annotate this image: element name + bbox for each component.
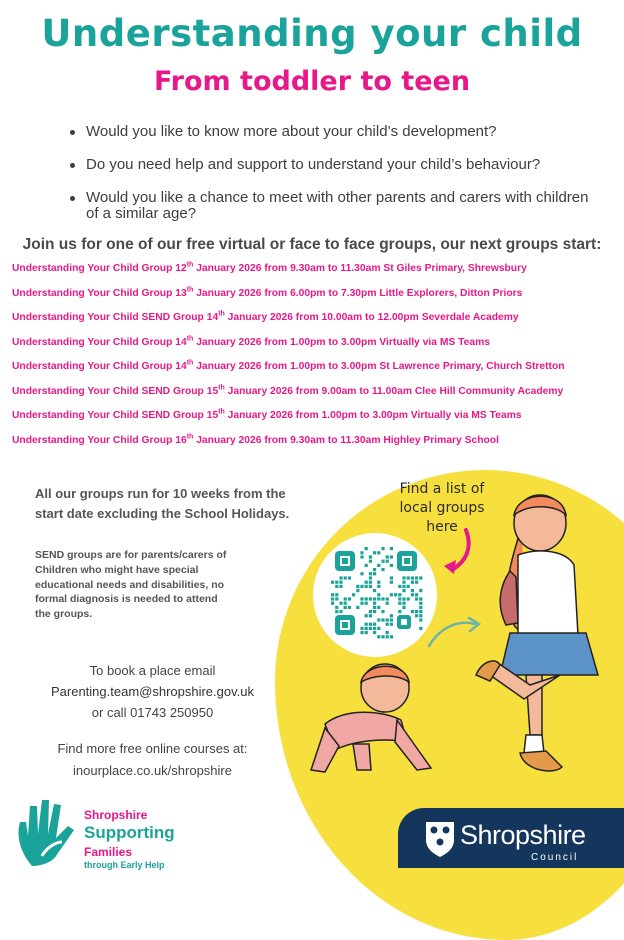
qr-code[interactable] [313, 533, 437, 657]
group-list [12, 262, 622, 458]
group-item [12, 311, 622, 336]
hand-logo-icon [12, 796, 82, 868]
logo-left-line2: Supporting [84, 823, 175, 842]
group-day-suffix: th [218, 408, 225, 416]
booking-phone: or call 01743 250950 [91, 705, 214, 720]
booking-email[interactable]: Parenting.team@shropshire.gov.uk [50, 684, 254, 699]
group-day: 14 [175, 336, 187, 348]
group-day: 16 [175, 434, 187, 446]
group-item [12, 385, 622, 410]
group-item [12, 434, 622, 459]
group-day-suffix: th [218, 384, 225, 392]
send-note: SEND groups are for parents/carers of Children who might have special educational needs and disabilities, no formal diagnosis is needed to attend the groups. [35, 549, 227, 621]
group-details: January 2026 from 10.00am to 12.00pm Severdale Academy [227, 312, 519, 323]
group-name: Understanding Your Child SEND Group [12, 410, 204, 421]
group-day: 12 [175, 263, 187, 274]
booking-intro: To book a place email [89, 663, 216, 678]
group-item [12, 262, 622, 287]
logo-left-line4: through Early Help [84, 860, 165, 870]
council-label: Council [531, 852, 579, 863]
group-name: Understanding Your Child SEND Group [12, 312, 204, 323]
qr-code-icon [313, 533, 437, 657]
toddler-illustration [305, 658, 445, 783]
council-shield-icon [424, 820, 456, 858]
question-item: Do you need help and support to understand your child’s behaviour? [70, 157, 590, 173]
question-item: Would you like a chance to meet with other parents and carers with children of a similar age? [70, 190, 590, 222]
group-details: January 2026 from 1.00pm to 3.00pm St Lawrence Primary, Church Stretton [196, 361, 565, 372]
booking-info [20, 660, 285, 723]
group-day: 14 [206, 312, 219, 323]
page-subtitle: From toddler to teen [153, 66, 471, 97]
group-details: January 2026 from 9.00am to 11.00am Clee Hill Community Academy [227, 385, 564, 397]
question-item: Would you like to know more about your child’s development? [70, 124, 590, 140]
teen-girl-illustration [470, 485, 624, 790]
logo-left-line3: Families [84, 845, 133, 859]
shropshire-council-logo [398, 808, 624, 868]
supporting-families-logo [12, 792, 212, 868]
group-name: Understanding Your Child Group [12, 361, 173, 372]
council-name: Shropshire [460, 820, 586, 850]
group-item [12, 409, 622, 434]
duration-note: All our groups run for 10 weeks from the start date excluding the School Holidays. [35, 486, 290, 521]
group-details: January 2026 from 9.30am to 11.30am St Giles Primary, Shrewsbury [196, 263, 527, 274]
courses-url[interactable]: inourplace.co.uk/shropshire [73, 763, 232, 778]
join-heading: Join us for one of our free virtual or face to face groups, our next groups start: [22, 236, 602, 253]
group-day: 15 [206, 410, 219, 421]
qr-caption: Find a list of local groups here [399, 481, 485, 535]
group-details: January 2026 from 9.30am to 11.30am Highley Primary School [196, 434, 499, 446]
group-day-suffix: th [186, 286, 194, 294]
page-title: Understanding your child [41, 12, 583, 55]
group-name: Understanding Your Child Group [12, 336, 173, 348]
courses-info [20, 738, 285, 782]
group-details: January 2026 from 1.00pm to 3.00pm Virtually via MS Teams [196, 336, 490, 348]
group-day: 13 [175, 287, 187, 299]
group-name: Understanding Your Child Group [12, 263, 173, 274]
group-details: January 2026 from 6.00pm to 7.30pm Little Explorers, Ditton Priors [196, 287, 523, 299]
group-day-suffix: th [186, 335, 194, 343]
group-day: 14 [175, 361, 187, 372]
group-details: January 2026 from 1.00pm to 3.00pm Virtually via MS Teams [227, 410, 522, 421]
group-item [12, 360, 622, 385]
group-name: Understanding Your Child Group [12, 287, 173, 299]
group-day-suffix: th [186, 433, 194, 441]
group-day-suffix: th [218, 310, 225, 318]
group-day-suffix: th [186, 359, 194, 367]
question-list [70, 124, 590, 239]
logo-left-line1: Shropshire [84, 808, 148, 822]
group-name: Understanding Your Child Group [12, 434, 173, 446]
group-day: 15 [206, 385, 219, 397]
group-item [12, 287, 622, 312]
group-name: Understanding Your Child SEND Group [12, 385, 204, 397]
group-day-suffix: th [186, 261, 194, 269]
courses-intro: Find more free online courses at: [57, 741, 248, 756]
group-item [12, 336, 622, 361]
